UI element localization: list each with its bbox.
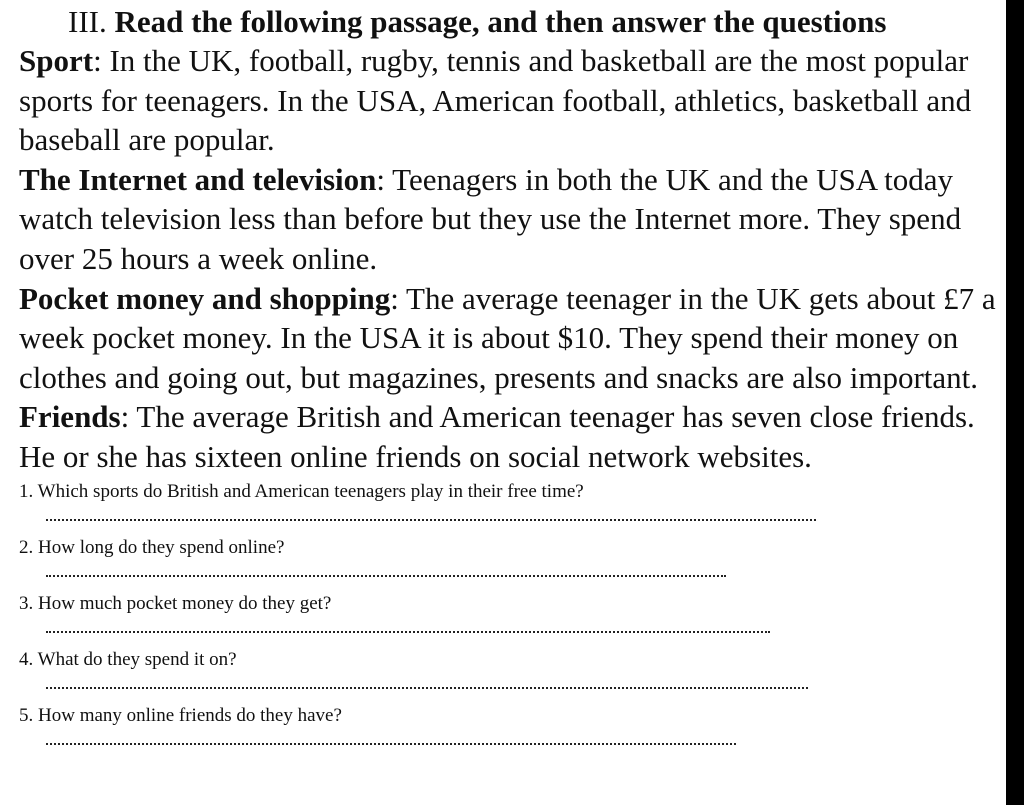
question-1: 1. Which sports do British and American teenagers play in their free time? — [19, 480, 584, 502]
section-heading — [19, 3, 1009, 41]
paragraph-text: : The average British and American teenager has seven close friends. He or she has sixteen online friends on social network websites. — [19, 399, 975, 474]
answer-line-4[interactable] — [46, 673, 1009, 703]
question-2: 2. How long do they spend online? — [19, 536, 285, 558]
paragraph-label: Friends — [19, 399, 121, 435]
paragraph-label: Pocket money and shopping — [19, 280, 391, 316]
paragraph-sport — [19, 41, 1004, 160]
paragraph-text: : The average teenager in the UK gets about £7 a week pocket money. In the USA it is about $10. They spend their money on clothes and going out, but magazines, presents and snacks are also important. — [19, 280, 996, 395]
paragraph-text: : In the UK, football, rugby, tennis and basketball are the most popular sports for teenagers. In the USA, American football, athletics, basketball and baseball are popular. — [19, 43, 972, 158]
answer-dotted-line — [46, 519, 816, 521]
section-number: III. — [68, 4, 107, 39]
answer-line-1[interactable] — [46, 505, 1009, 535]
answer-dotted-line — [46, 743, 736, 745]
paragraph-friends — [19, 397, 1004, 476]
paragraph-pocket-money — [19, 279, 1004, 398]
paragraph-text: : Teenagers in both the UK and the USA today watch television less than before but they use the Internet more. They spend over 25 hours a week online. — [19, 161, 962, 276]
question-3: 3. How much pocket money do they get? — [19, 592, 332, 614]
question-5: 5. How many online friends do they have? — [19, 704, 342, 726]
paragraph-label: Sport — [19, 43, 94, 78]
section-title: Read the following passage, and then answer the questions — [114, 4, 887, 39]
question-list — [19, 479, 1009, 759]
answer-dotted-line — [46, 687, 808, 689]
answer-dotted-line — [46, 631, 770, 633]
answer-line-2[interactable] — [46, 561, 1009, 591]
answer-line-3[interactable] — [46, 617, 1009, 647]
question-4: 4. What do they spend it on? — [19, 648, 237, 670]
paragraph-label: The Internet and television — [19, 161, 377, 197]
answer-line-5[interactable] — [46, 729, 1009, 759]
answer-dotted-line — [46, 575, 726, 577]
paragraph-internet-television — [19, 160, 1004, 279]
worksheet — [19, 3, 1009, 759]
